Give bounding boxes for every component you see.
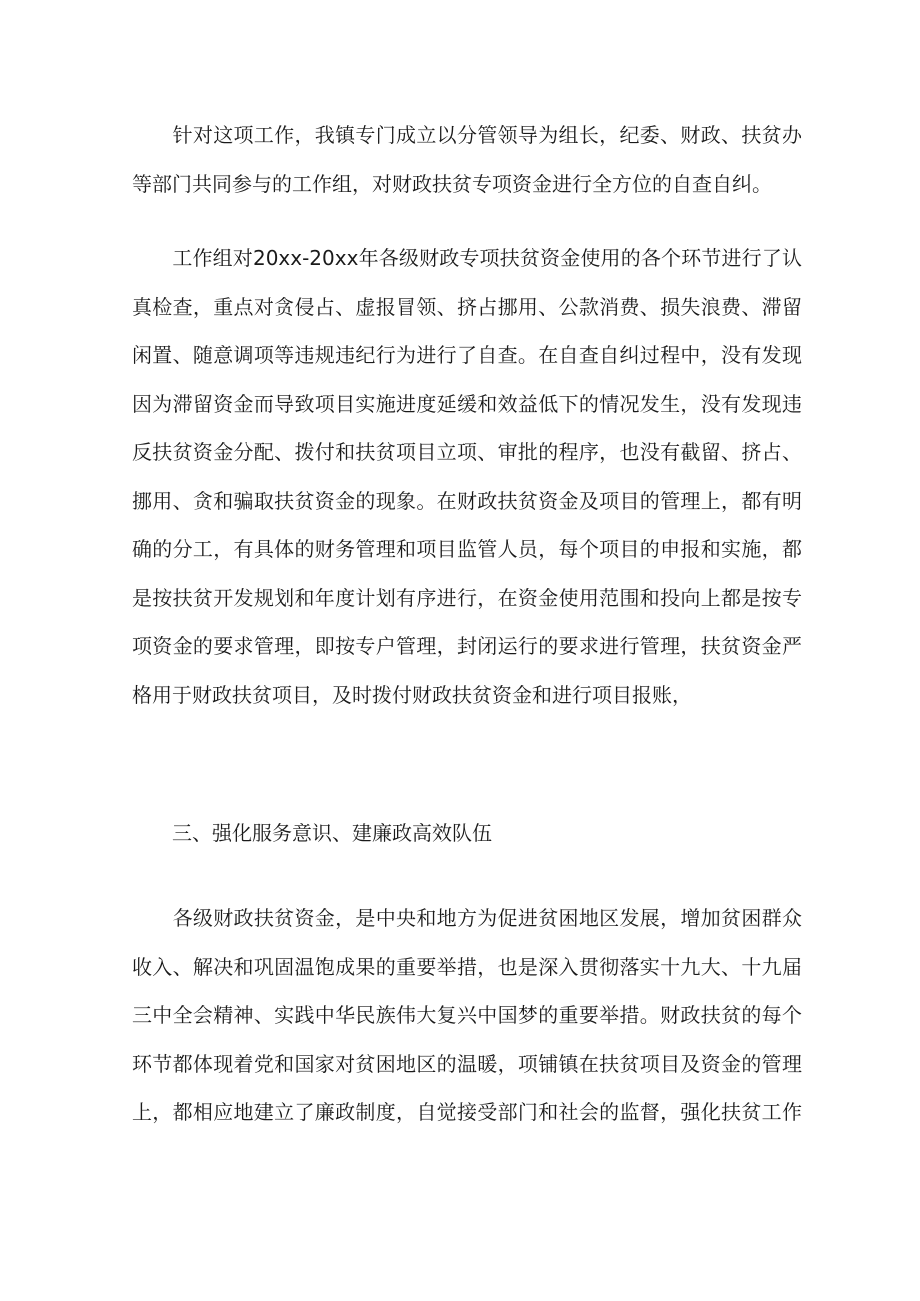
text-line: 环节都体现着党和国家对贫困地区的温暖，项铺镇在扶贫项目及资金的管理 <box>132 1051 802 1076</box>
text-line: 格用于财政扶贫项目，及时拨付财政扶贫资金和进行项目报账， <box>132 682 692 707</box>
text-line: 工作组对20xx-20xx年各级财政专项扶贫资金使用的各个环节进行了认 <box>132 246 802 270</box>
text-line: 闲置、随意调项等违规违纪行为进行了自查。在自查自纠过程中，没有发现 <box>132 343 802 367</box>
paragraph-inspection-results <box>132 234 802 719</box>
text-line: 上，都相应地建立了廉政制度，自觉接受部门和社会的监督，强化扶贫工作 <box>132 1100 802 1124</box>
text-line: 收入、解决和巩固温饱成果的重要举措，也是深入贯彻落实十九大、十九届 <box>132 954 802 979</box>
text-line: 真检查，重点对贪侵占、虚报冒领、挤占挪用、公款消费、损失浪费、滞留 <box>132 294 802 319</box>
text-line: 确的分工，有具体的财务管理和项目监管人员，每个项目的申报和实施，都 <box>132 537 802 561</box>
text-line: 各级财政扶贫资金，是中央和地方为促进贫困地区发展，增加贫困群众 <box>132 906 802 930</box>
text-line: 针对这项工作，我镇专门成立以分管领导为组长，纪委、财政、扶贫办 <box>132 123 802 147</box>
text-line: 等部门共同参与的工作组，对财政扶贫专项资金进行全方位的自查自纠。 <box>132 171 772 196</box>
text-line: 挪用、贪和骗取扶贫资金的现象。在财政扶贫资金及项目的管理上，都有明 <box>132 488 802 513</box>
text-line: 三中全会精神、实践中华民族伟大复兴中国梦的重要举措。财政扶贫的每个 <box>132 1003 802 1027</box>
text-line: 项资金的要求管理，即按专户管理，封闭运行的要求进行管理，扶贫资金严 <box>132 634 802 658</box>
text-line: 是按扶贫开发规划和年度计划有序进行，在资金使用范围和投向上都是按专 <box>132 585 802 610</box>
heading-text: 三、强化服务意识、建廉政高效队伍 <box>132 821 492 845</box>
text-line: 因为滞留资金而导致项目实施进度延缓和效益低下的情况发生，没有发现违 <box>132 391 802 416</box>
text-line: 反扶贫资金分配、拨付和扶贫项目立项、审批的程序，也没有截留、挤占、 <box>132 440 802 464</box>
paragraph-poverty-funds-significance <box>132 894 802 1137</box>
section-heading <box>132 809 802 858</box>
paragraph-self-inspection-team <box>132 111 802 208</box>
